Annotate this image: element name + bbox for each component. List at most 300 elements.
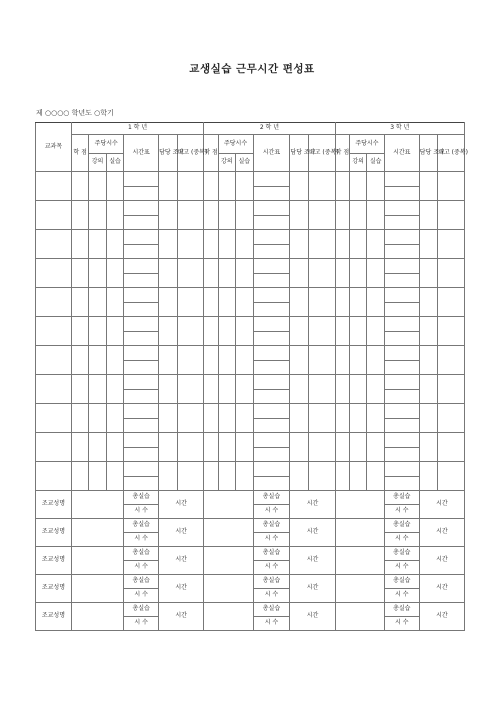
total-practice-label: 총실습 [124, 547, 159, 561]
remarks-cell[interactable] [177, 433, 204, 462]
remarks-cell[interactable] [438, 404, 465, 433]
assistant-name-field[interactable] [335, 575, 384, 603]
credit-cell[interactable] [335, 404, 349, 433]
hours-field[interactable]: 시간 [159, 519, 204, 547]
remarks-cell[interactable] [438, 433, 465, 462]
assistant-name-field[interactable] [71, 519, 123, 547]
timetable-cell[interactable] [384, 404, 419, 419]
lecture-cell[interactable] [349, 259, 366, 288]
practice-cell[interactable] [106, 288, 123, 317]
header-lecture: 강의 [349, 154, 366, 172]
timetable-cell[interactable] [384, 201, 419, 216]
lecture-cell[interactable] [218, 172, 235, 201]
lecture-cell[interactable] [218, 375, 235, 404]
timetable-cell[interactable] [124, 447, 159, 462]
timetable-cell[interactable] [384, 244, 419, 259]
timetable-cell[interactable] [384, 375, 419, 390]
assistant-cell[interactable] [159, 317, 177, 346]
subject-cell[interactable] [36, 404, 72, 433]
timetable-cell[interactable] [384, 476, 419, 491]
timetable-cell[interactable] [253, 259, 290, 274]
practice-cell[interactable] [367, 462, 384, 491]
lecture-cell[interactable] [349, 346, 366, 375]
schedule-table [35, 122, 468, 631]
subject-cell[interactable] [36, 375, 72, 404]
hours-count-label: 시 수 [124, 533, 159, 547]
remarks-cell[interactable] [308, 404, 335, 433]
assistant-cell[interactable] [290, 230, 308, 259]
lecture-cell[interactable] [349, 433, 366, 462]
practice-cell[interactable] [106, 346, 123, 375]
assistant-cell[interactable] [290, 288, 308, 317]
total-practice-label: 총실습 [384, 547, 419, 561]
header-practice: 실습 [106, 154, 123, 172]
timetable-cell[interactable] [124, 418, 159, 433]
timetable-cell[interactable] [124, 346, 159, 361]
hours-field[interactable]: 시간 [290, 575, 335, 603]
assistant-name-field[interactable] [335, 547, 384, 575]
timetable-cell[interactable] [384, 360, 419, 375]
hours-field[interactable]: 시간 [419, 547, 464, 575]
timetable-cell[interactable] [253, 186, 290, 201]
subject-cell[interactable] [36, 462, 72, 491]
remarks-cell[interactable] [308, 346, 335, 375]
header-assistant: 담당 조교 [159, 135, 177, 172]
credit-cell[interactable] [71, 172, 88, 201]
credit-cell[interactable] [335, 230, 349, 259]
practice-cell[interactable] [236, 288, 253, 317]
practice-cell[interactable] [106, 462, 123, 491]
header-assistant: 담당 조교 [419, 135, 437, 172]
assistant-name-field[interactable] [204, 575, 253, 603]
assistant-cell[interactable] [159, 404, 177, 433]
lecture-cell[interactable] [89, 201, 106, 230]
header-practice: 실습 [236, 154, 253, 172]
timetable-cell[interactable] [253, 288, 290, 303]
subject-cell[interactable] [36, 433, 72, 462]
assistant-name-field[interactable] [204, 547, 253, 575]
credit-cell[interactable] [71, 404, 88, 433]
credit-cell[interactable] [71, 433, 88, 462]
hours-field[interactable]: 시간 [419, 603, 464, 631]
lecture-cell[interactable] [218, 317, 235, 346]
remarks-cell[interactable] [177, 404, 204, 433]
timetable-cell[interactable] [124, 230, 159, 245]
lecture-cell[interactable] [218, 230, 235, 259]
remarks-cell[interactable] [308, 172, 335, 201]
hours-field[interactable]: 시간 [159, 547, 204, 575]
timetable-cell[interactable] [384, 433, 419, 448]
remarks-cell[interactable] [308, 259, 335, 288]
remarks-cell[interactable] [177, 259, 204, 288]
credit-cell[interactable] [335, 317, 349, 346]
hours-field[interactable]: 시간 [159, 575, 204, 603]
subject-cell[interactable] [36, 317, 72, 346]
lecture-cell[interactable] [349, 288, 366, 317]
lecture-cell[interactable] [349, 404, 366, 433]
timetable-cell[interactable] [253, 433, 290, 448]
lecture-cell[interactable] [89, 317, 106, 346]
credit-cell[interactable] [204, 433, 218, 462]
credit-cell[interactable] [204, 201, 218, 230]
assistant-cell[interactable] [159, 433, 177, 462]
practice-cell[interactable] [367, 172, 384, 201]
credit-cell[interactable] [204, 462, 218, 491]
subject-cell[interactable] [36, 346, 72, 375]
practice-cell[interactable] [367, 375, 384, 404]
credit-cell[interactable] [204, 317, 218, 346]
timetable-cell[interactable] [124, 375, 159, 390]
assistant-name-field[interactable] [71, 575, 123, 603]
practice-cell[interactable] [367, 346, 384, 375]
credit-cell[interactable] [71, 288, 88, 317]
timetable-cell[interactable] [124, 389, 159, 404]
header-credit: 학 점 [204, 135, 218, 172]
practice-cell[interactable] [236, 462, 253, 491]
assistant-cell[interactable] [290, 462, 308, 491]
remarks-cell[interactable] [177, 317, 204, 346]
hours-field[interactable]: 시간 [419, 519, 464, 547]
timetable-cell[interactable] [384, 389, 419, 404]
practice-cell[interactable] [367, 433, 384, 462]
assistant-name-field[interactable] [71, 547, 123, 575]
timetable-cell[interactable] [124, 404, 159, 419]
timetable-cell[interactable] [253, 172, 290, 187]
remarks-cell[interactable] [177, 462, 204, 491]
timetable-cell[interactable] [384, 346, 419, 361]
lecture-cell[interactable] [349, 201, 366, 230]
practice-cell[interactable] [367, 230, 384, 259]
timetable-cell[interactable] [384, 230, 419, 245]
hours-field[interactable]: 시간 [419, 575, 464, 603]
assistant-name-label: 조교성명 [36, 491, 72, 519]
subject-cell[interactable] [36, 288, 72, 317]
timetable-cell[interactable] [253, 273, 290, 288]
timetable-cell[interactable] [253, 360, 290, 375]
lecture-cell[interactable] [89, 462, 106, 491]
timetable-cell[interactable] [124, 215, 159, 230]
timetable-cell[interactable] [253, 331, 290, 346]
remarks-cell[interactable] [438, 288, 465, 317]
assistant-cell[interactable] [290, 346, 308, 375]
timetable-cell[interactable] [253, 447, 290, 462]
credit-cell[interactable] [335, 346, 349, 375]
hours-count-label: 시 수 [384, 589, 419, 603]
credit-cell[interactable] [335, 259, 349, 288]
assistant-cell[interactable] [419, 433, 437, 462]
hours-field[interactable]: 시간 [290, 519, 335, 547]
hours-count-label: 시 수 [384, 617, 419, 631]
credit-cell[interactable] [204, 288, 218, 317]
timetable-cell[interactable] [253, 346, 290, 361]
timetable-cell[interactable] [384, 317, 419, 332]
assistant-cell[interactable] [419, 201, 437, 230]
assistant-cell[interactable] [159, 230, 177, 259]
assistant-cell[interactable] [159, 375, 177, 404]
practice-cell[interactable] [106, 230, 123, 259]
assistant-name-field[interactable] [335, 519, 384, 547]
hours-count-label: 시 수 [253, 505, 290, 519]
header-remarks: 비고 (중복) [308, 135, 335, 172]
header-remarks: 비고 (중복) [438, 135, 465, 172]
assistant-cell[interactable] [419, 404, 437, 433]
timetable-cell[interactable] [253, 201, 290, 216]
assistant-cell[interactable] [290, 317, 308, 346]
remarks-cell[interactable] [177, 375, 204, 404]
timetable-cell[interactable] [384, 273, 419, 288]
assistant-cell[interactable] [419, 462, 437, 491]
lecture-cell[interactable] [218, 201, 235, 230]
credit-cell[interactable] [335, 433, 349, 462]
assistant-cell[interactable] [419, 172, 437, 201]
subject-cell[interactable] [36, 230, 72, 259]
hours-count-label: 시 수 [253, 561, 290, 575]
credit-cell[interactable] [204, 375, 218, 404]
timetable-cell[interactable] [124, 186, 159, 201]
remarks-cell[interactable] [438, 317, 465, 346]
lecture-cell[interactable] [218, 259, 235, 288]
remarks-cell[interactable] [308, 375, 335, 404]
remarks-cell[interactable] [438, 230, 465, 259]
timetable-cell[interactable] [384, 447, 419, 462]
lecture-cell[interactable] [349, 375, 366, 404]
hours-field[interactable]: 시간 [290, 491, 335, 519]
practice-cell[interactable] [106, 404, 123, 433]
header-lecture: 강의 [89, 154, 106, 172]
assistant-cell[interactable] [159, 462, 177, 491]
remarks-cell[interactable] [308, 433, 335, 462]
credit-cell[interactable] [335, 462, 349, 491]
lecture-cell[interactable] [89, 172, 106, 201]
credit-cell[interactable] [204, 404, 218, 433]
total-practice-label: 총실습 [124, 491, 159, 505]
total-practice-label: 총실습 [124, 575, 159, 589]
practice-cell[interactable] [236, 230, 253, 259]
lecture-cell[interactable] [89, 288, 106, 317]
practice-cell[interactable] [106, 172, 123, 201]
assistant-cell[interactable] [419, 317, 437, 346]
timetable-cell[interactable] [384, 302, 419, 317]
lecture-cell[interactable] [89, 404, 106, 433]
assistant-cell[interactable] [290, 433, 308, 462]
credit-cell[interactable] [71, 346, 88, 375]
practice-cell[interactable] [236, 404, 253, 433]
lecture-cell[interactable] [218, 404, 235, 433]
header-grade-2: 2 학 년 [204, 123, 335, 135]
table-row [36, 172, 465, 187]
practice-cell[interactable] [106, 201, 123, 230]
assistant-name-field[interactable] [204, 491, 253, 519]
timetable-cell[interactable] [253, 215, 290, 230]
practice-cell[interactable] [236, 259, 253, 288]
lecture-cell[interactable] [89, 259, 106, 288]
timetable-cell[interactable] [253, 462, 290, 477]
timetable-cell[interactable] [384, 331, 419, 346]
lecture-cell[interactable] [89, 375, 106, 404]
page-title: 교생실습 근무시간 편성표 [189, 63, 315, 75]
remarks-cell[interactable] [177, 288, 204, 317]
lecture-cell[interactable] [218, 462, 235, 491]
lecture-cell[interactable] [349, 230, 366, 259]
timetable-cell[interactable] [384, 418, 419, 433]
timetable-cell[interactable] [124, 259, 159, 274]
practice-cell[interactable] [367, 404, 384, 433]
timetable-cell[interactable] [253, 230, 290, 245]
credit-cell[interactable] [335, 375, 349, 404]
timetable-cell[interactable] [253, 404, 290, 419]
subject-cell[interactable] [36, 201, 72, 230]
timetable-cell[interactable] [124, 476, 159, 491]
practice-cell[interactable] [236, 317, 253, 346]
assistant-cell[interactable] [290, 404, 308, 433]
timetable-cell[interactable] [124, 331, 159, 346]
assistant-cell[interactable] [159, 346, 177, 375]
practice-cell[interactable] [106, 433, 123, 462]
credit-cell[interactable] [204, 259, 218, 288]
hours-field[interactable]: 시간 [290, 603, 335, 631]
timetable-cell[interactable] [384, 259, 419, 274]
practice-cell[interactable] [367, 201, 384, 230]
timetable-cell[interactable] [253, 317, 290, 332]
credit-cell[interactable] [71, 230, 88, 259]
remarks-cell[interactable] [177, 172, 204, 201]
timetable-cell[interactable] [384, 215, 419, 230]
remarks-cell[interactable] [308, 288, 335, 317]
remarks-cell[interactable] [177, 201, 204, 230]
timetable-cell[interactable] [124, 244, 159, 259]
timetable-cell[interactable] [384, 186, 419, 201]
remarks-cell[interactable] [308, 230, 335, 259]
timetable-cell[interactable] [124, 273, 159, 288]
assistant-cell[interactable] [159, 288, 177, 317]
credit-cell[interactable] [71, 375, 88, 404]
summary-row [36, 603, 465, 617]
remarks-cell[interactable] [177, 230, 204, 259]
timetable-cell[interactable] [124, 462, 159, 477]
remarks-cell[interactable] [308, 317, 335, 346]
assistant-name-field[interactable] [335, 603, 384, 631]
practice-cell[interactable] [236, 375, 253, 404]
timetable-cell[interactable] [124, 360, 159, 375]
practice-cell[interactable] [236, 172, 253, 201]
remarks-cell[interactable] [438, 259, 465, 288]
assistant-cell[interactable] [419, 375, 437, 404]
practice-cell[interactable] [236, 346, 253, 375]
assistant-cell[interactable] [419, 346, 437, 375]
credit-cell[interactable] [335, 172, 349, 201]
credit-cell[interactable] [71, 259, 88, 288]
assistant-cell[interactable] [290, 201, 308, 230]
practice-cell[interactable] [236, 433, 253, 462]
timetable-cell[interactable] [124, 317, 159, 332]
timetable-cell[interactable] [253, 476, 290, 491]
credit-cell[interactable] [204, 230, 218, 259]
lecture-cell[interactable] [349, 462, 366, 491]
assistant-cell[interactable] [159, 259, 177, 288]
assistant-cell[interactable] [290, 259, 308, 288]
timetable-cell[interactable] [124, 302, 159, 317]
practice-cell[interactable] [236, 201, 253, 230]
lecture-cell[interactable] [349, 172, 366, 201]
timetable-cell[interactable] [253, 389, 290, 404]
timetable-cell[interactable] [124, 288, 159, 303]
credit-cell[interactable] [335, 288, 349, 317]
practice-cell[interactable] [367, 317, 384, 346]
assistant-name-field[interactable] [204, 603, 253, 631]
header-grade-3: 3 학 년 [335, 123, 464, 135]
lecture-cell[interactable] [218, 433, 235, 462]
remarks-cell[interactable] [438, 201, 465, 230]
credit-cell[interactable] [204, 172, 218, 201]
lecture-cell[interactable] [218, 288, 235, 317]
assistant-name-field[interactable] [204, 519, 253, 547]
lecture-cell[interactable] [89, 230, 106, 259]
lecture-cell[interactable] [89, 346, 106, 375]
header-credit: 학 점 [335, 135, 349, 172]
timetable-cell[interactable] [253, 244, 290, 259]
timetable-cell[interactable] [384, 172, 419, 187]
remarks-cell[interactable] [438, 172, 465, 201]
lecture-cell[interactable] [218, 346, 235, 375]
remarks-cell[interactable] [438, 375, 465, 404]
assistant-cell[interactable] [290, 375, 308, 404]
assistant-cell[interactable] [419, 288, 437, 317]
lecture-cell[interactable] [349, 317, 366, 346]
lecture-cell[interactable] [89, 433, 106, 462]
assistant-cell[interactable] [419, 259, 437, 288]
assistant-name-field[interactable] [335, 491, 384, 519]
timetable-cell[interactable] [124, 433, 159, 448]
practice-cell[interactable] [106, 317, 123, 346]
credit-cell[interactable] [204, 346, 218, 375]
timetable-cell[interactable] [124, 201, 159, 216]
credit-cell[interactable] [71, 317, 88, 346]
credit-cell[interactable] [335, 201, 349, 230]
timetable-cell[interactable] [253, 375, 290, 390]
practice-cell[interactable] [106, 375, 123, 404]
assistant-cell[interactable] [290, 172, 308, 201]
remarks-cell[interactable] [438, 346, 465, 375]
remarks-cell[interactable] [308, 462, 335, 491]
practice-cell[interactable] [106, 259, 123, 288]
practice-cell[interactable] [367, 288, 384, 317]
practice-cell[interactable] [367, 259, 384, 288]
timetable-cell[interactable] [253, 418, 290, 433]
subject-cell[interactable] [36, 172, 72, 201]
assistant-name-field[interactable] [71, 603, 123, 631]
timetable-cell[interactable] [253, 302, 290, 317]
hours-count-label: 시 수 [124, 505, 159, 519]
timetable-cell[interactable] [384, 288, 419, 303]
header-weekly-hours: 주당시수 [218, 135, 253, 154]
remarks-cell[interactable] [177, 346, 204, 375]
subject-cell[interactable] [36, 259, 72, 288]
remarks-cell[interactable] [438, 462, 465, 491]
hours-field[interactable]: 시간 [290, 547, 335, 575]
hours-field[interactable]: 시간 [159, 603, 204, 631]
assistant-cell[interactable] [419, 230, 437, 259]
hours-field[interactable]: 시간 [159, 491, 204, 519]
hours-field[interactable]: 시간 [419, 491, 464, 519]
credit-cell[interactable] [71, 201, 88, 230]
assistant-cell[interactable] [159, 201, 177, 230]
assistant-name-field[interactable] [71, 491, 123, 519]
credit-cell[interactable] [71, 462, 88, 491]
timetable-cell[interactable] [384, 462, 419, 477]
assistant-cell[interactable] [159, 172, 177, 201]
timetable-cell[interactable] [124, 172, 159, 187]
remarks-cell[interactable] [308, 201, 335, 230]
